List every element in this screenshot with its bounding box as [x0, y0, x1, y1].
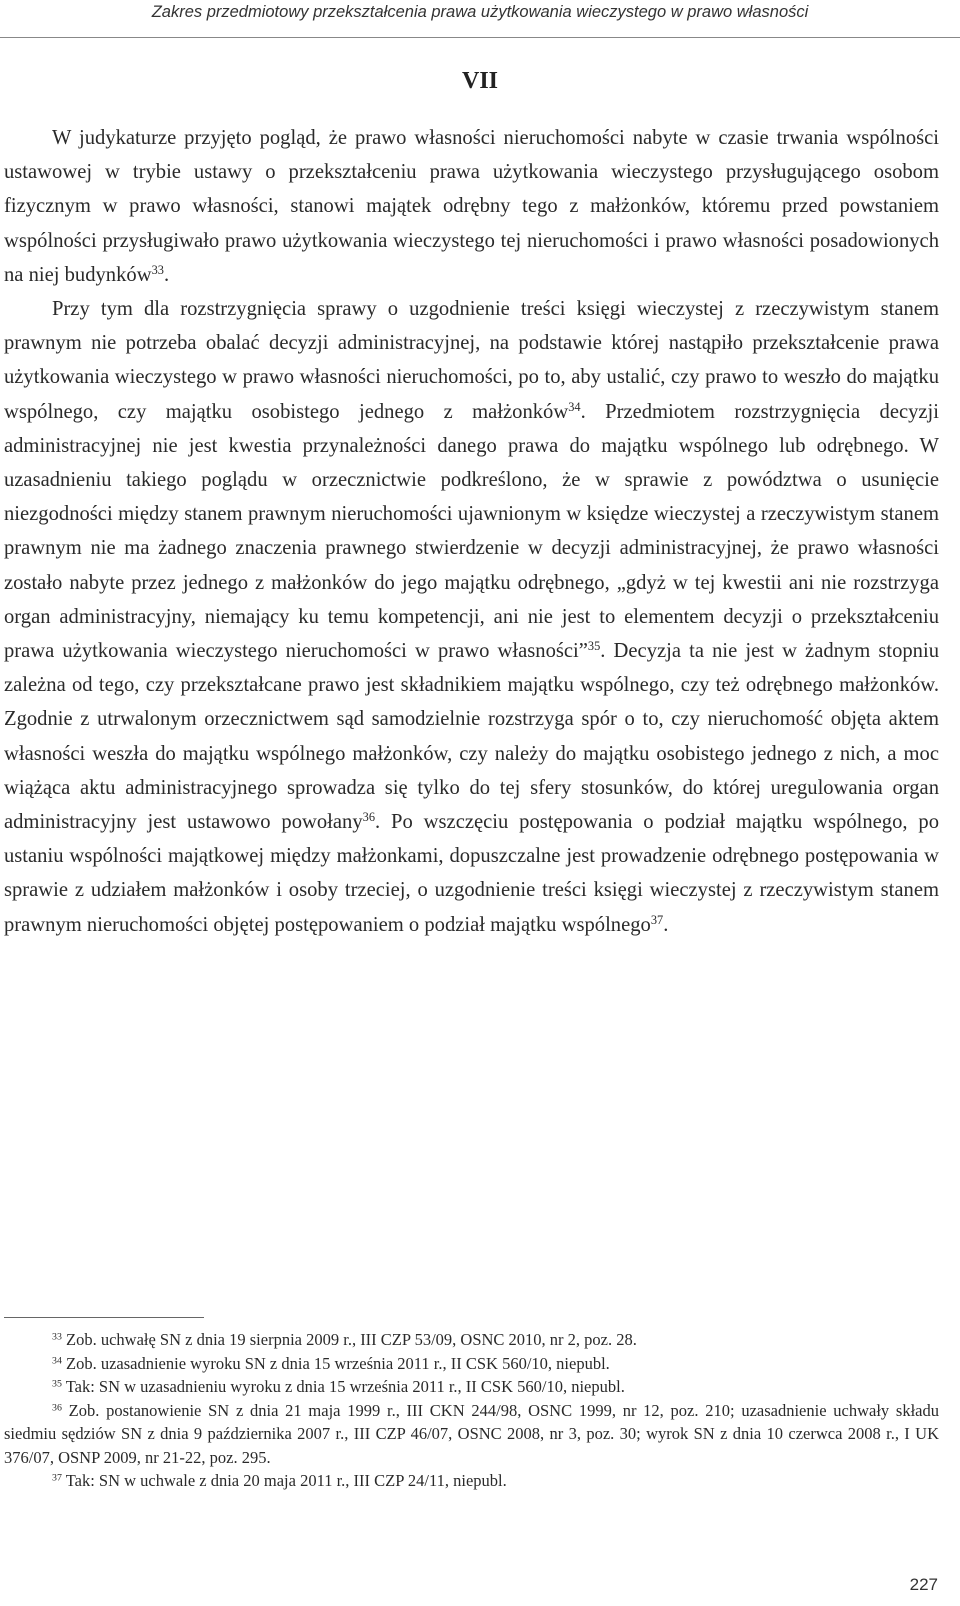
footnote-number: 34	[52, 1355, 62, 1367]
footnote-ref: 35	[587, 639, 601, 654]
footnote-36	[4, 1399, 939, 1470]
footnote-number: 36	[52, 1402, 62, 1414]
footnotes	[4, 1328, 939, 1493]
paragraph-text: .	[163, 263, 170, 286]
paragraph-text: W judykaturze przyjęto pogląd, że prawo własności nieruchomości nabyte w czasie trwania wspólności ustawowej w trybie ustawy o przekształceniu prawa użytkowania wieczystego przysługującego osobom fizycznym w prawo własności, stanowi majątek odrębny tego z małżonków, któremu przed powstaniem wspólności przysługiwało prawo użytkowania wieczystego tej nieruchomości i prawo własności posadowionych na niej budynków	[4, 127, 939, 286]
footnote-text: Tak: SN w uchwale z dnia 20 maja 2011 r., III CZP 24/11, niepubl.	[65, 1471, 507, 1490]
footnote-text: Zob. postanowienie SN z dnia 21 maja 1999 r., III CKN 244/98, OSNC 1999, nr 12, poz. 210; uzasadnienie uchwały składu siedmiu sędziów SN z dnia 9 października 2007 r., III CZP 46/07, OSNC 2008, nr 3, poz. 30; wyrok SN z dnia 10 czerwca 2008 r., I UK 376/07, OSNP 2009, nr 21-22, poz. 295.	[4, 1400, 939, 1467]
footnote-ref: 36	[362, 810, 376, 825]
paragraph-text: . Po wszczęciu postępowania o podział majątku wspólnego, po ustaniu wspólności majątkowej między małżonkami, dopuszczalne jest prowadzenie odrębnego postępowania w sprawie z udziałem małżonków i osoby trzeciej, o uzgodnienie treści księgi wieczystej z rzeczywistym stanem prawnym nieruchomości objętej postępowaniem o podział majątku wspólnego	[4, 811, 939, 936]
running-header	[0, 0, 960, 38]
footnote-34	[4, 1352, 939, 1376]
paragraph-1	[4, 121, 939, 292]
paragraph-2	[4, 292, 939, 942]
paragraph-text: .	[663, 913, 669, 936]
footnote-35	[4, 1375, 939, 1399]
main-text	[4, 121, 939, 942]
footnote-ref: 33	[151, 263, 164, 278]
footnote-37	[4, 1469, 939, 1493]
footnote-number: 33	[52, 1331, 62, 1343]
footnote-number: 35	[52, 1378, 62, 1390]
footnote-divider	[4, 1317, 204, 1318]
footnote-text: Zob. uzasadnienie wyroku SN z dnia 15 września 2011 r., II CSK 560/10, niepubl.	[66, 1353, 610, 1373]
footnote-33	[4, 1328, 939, 1352]
paragraph-text: . Decyzja ta nie jest w żadnym stopniu zależna od tego, czy przekształcane prawo jest składnikiem majątku wspólnego, czy też odrębnego małżonków. Zgodnie z utrwalonym orzecznictwem sąd samodzielnie rozstrzyga spór o to, czy nieruchomość objęta aktem własności weszła do majątku wspólnego małżonków, czy należy do majątku osobistego jednego z nich, a moc wiążąca aktu administracyjnego sprowadza się tylko do tej sfery stosunków, do której uregulowania organ administracyjny jest ustawowo powołany	[4, 640, 939, 834]
running-header-title: Zakres przedmiotowy przekształcenia prawa użytkowania wieczystego w prawo własności	[151, 3, 809, 21]
footnote-text: Tak: SN w uzasadnieniu wyroku z dnia 15 września 2011 r., II CSK 560/10, niepubl.	[65, 1377, 625, 1396]
footnote-ref: 34	[568, 399, 581, 414]
section-numeral: VII	[461, 68, 498, 94]
footnote-ref: 37	[650, 912, 664, 927]
paragraph-text: Przy tym dla rozstrzygnięcia sprawy o uzgodnienie treści księgi wieczystej z rzeczywistym stanem prawnym nie potrzeba obalać decyzji administracyjnej, na podstawie której nastąpiło przekształcenie prawa użytkowania wieczystego w prawo własności nieruchomości, po to, aby ustalić, czy prawo to weszło do majątku wspólnego, czy majątku osobistego jednego z małżonków	[4, 298, 939, 423]
paragraph-text: . Przedmiotem rozstrzygnięcia decyzji administracyjnej nie jest kwestia przynależności danego prawa do majątku wspólnego lub odrębnego. W uzasadnieniu takiego poglądu w orzecznictwie podkreślono, że w sprawie z powództwa o usunięcie niezgodności między stanem prawnym nieruchomości ujawnionym w księdze wieczystej a rzeczywistym stanem prawnym nie ma żadnego znaczenia prawnego stwierdzenie w decyzji administracyjnej, że prawo własności zostało nabyte przez jednego z małżonków do jego majątku odrębnego, „gdyż w tej kwestii ani nie rozstrzyga organ administracyjny, niemający ku temu kompetencji, ani nie jest to elementem decyzji o przekształceniu prawa użytkowania wieczystego nieruchomości w prawo własności”	[4, 400, 939, 663]
footnote-text: Zob. uchwałę SN z dnia 19 sierpnia 2009 r., III CZP 53/09, OSNC 2010, nr 2, poz. 28.	[66, 1330, 637, 1349]
footnote-number: 37	[52, 1472, 62, 1484]
page-number: 227	[909, 1575, 938, 1594]
